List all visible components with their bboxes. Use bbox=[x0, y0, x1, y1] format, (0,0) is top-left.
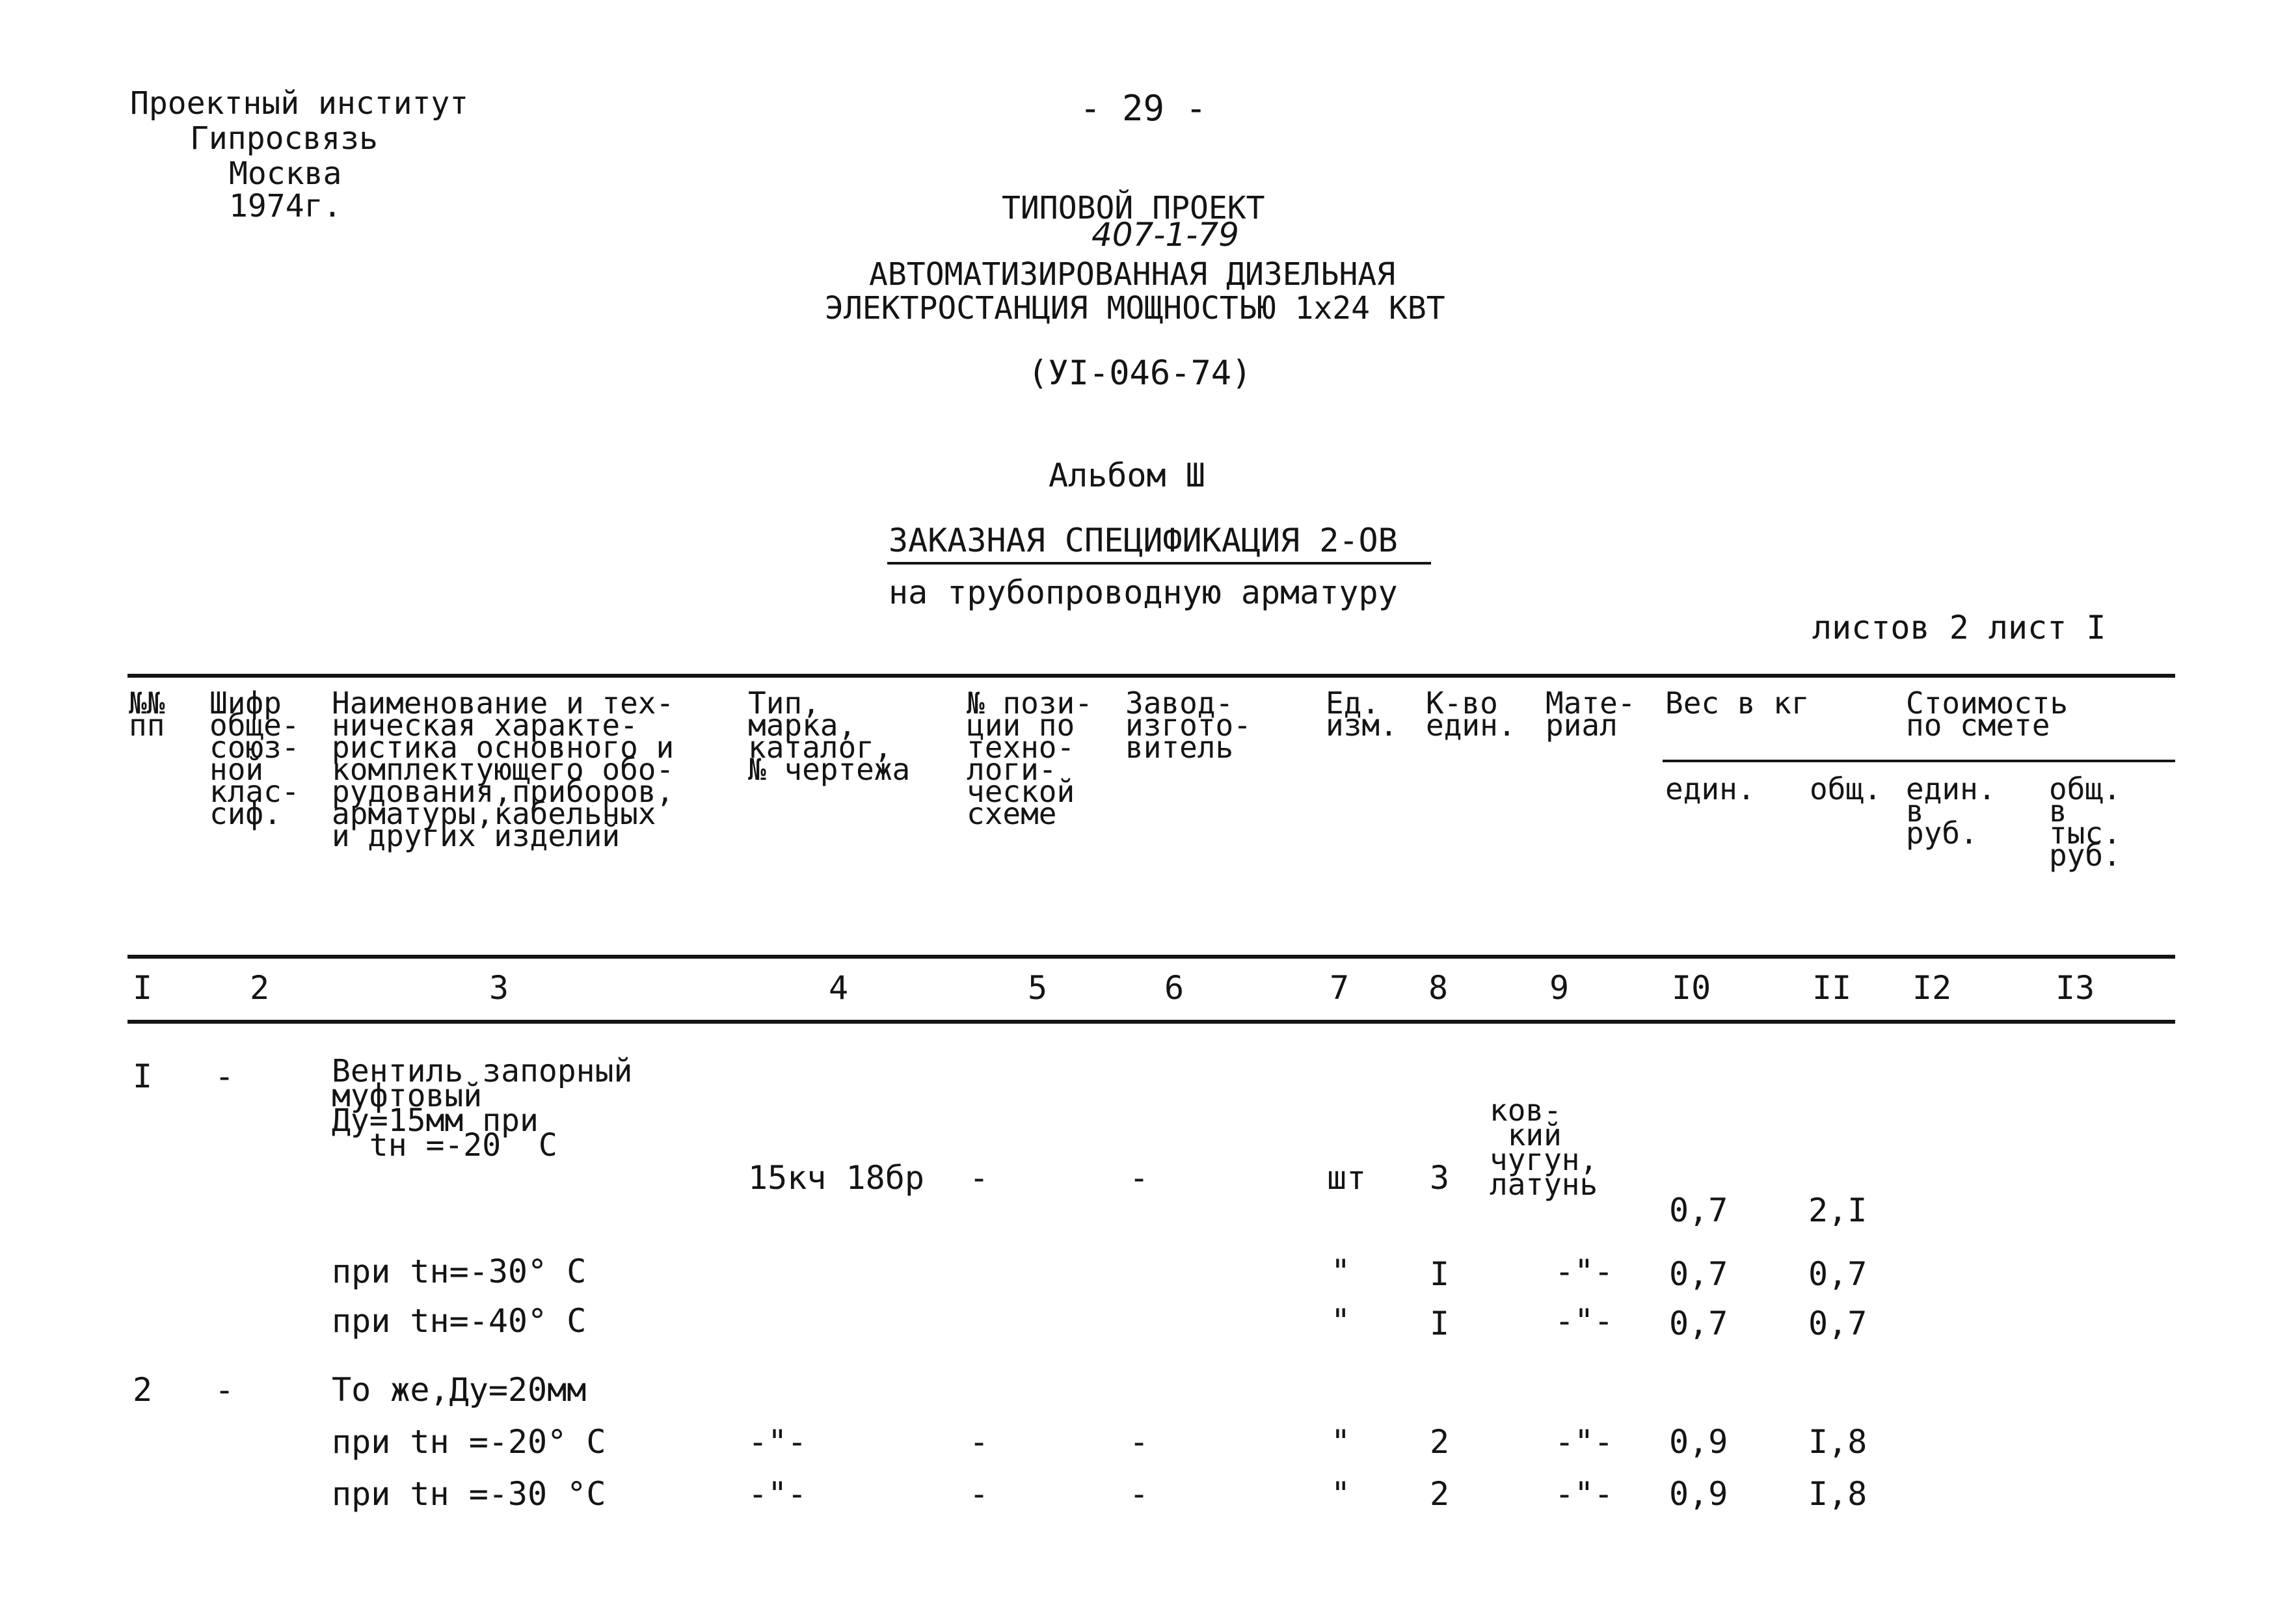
row2a-weight-unit: 0,9 bbox=[1669, 1423, 1728, 1461]
project-code: (УI-046-74) bbox=[1028, 354, 1252, 393]
col-number-12: I2 bbox=[1912, 969, 1952, 1007]
row2b-type: -"- bbox=[748, 1475, 807, 1513]
header-unit: Ед. изм. bbox=[1326, 686, 1398, 743]
spec-subtitle: на трубопроводную арматуру bbox=[889, 574, 1398, 611]
row1b-material: -"- bbox=[1555, 1302, 1614, 1340]
row2b-position: - bbox=[969, 1475, 989, 1513]
row2a-type: -"- bbox=[748, 1423, 807, 1461]
row1a-quantity: I bbox=[1430, 1255, 1450, 1293]
col-number-13: I3 bbox=[2055, 969, 2095, 1007]
row1a-material: -"- bbox=[1555, 1253, 1614, 1290]
project-title-1: АВТОМАТИЗИРОВАННАЯ ДИЗЕЛЬНАЯ bbox=[869, 256, 1396, 293]
col-number-5: 5 bbox=[1028, 969, 1048, 1007]
institute-city: Москва bbox=[229, 155, 342, 192]
institute-name: Проектный институт bbox=[130, 85, 469, 122]
weight-cost-subrule bbox=[1663, 760, 2175, 762]
row2b-name: при tн =-30 °С bbox=[332, 1475, 606, 1513]
row1-code: - bbox=[215, 1058, 235, 1095]
row1-number: I bbox=[133, 1058, 153, 1095]
row2a-manufacturer: - bbox=[1129, 1423, 1149, 1461]
row2a-unit: " bbox=[1331, 1423, 1351, 1461]
header-bottom-rule bbox=[127, 955, 2175, 959]
spec-title: ЗАКАЗНАЯ СПЕЦИФИКАЦИЯ 2-ОВ bbox=[889, 522, 1398, 559]
row1-material: ков- кий чугун, латунь bbox=[1490, 1093, 1598, 1202]
row2b-weight-unit: 0,9 bbox=[1669, 1475, 1728, 1513]
row2b-material: -"- bbox=[1555, 1475, 1614, 1513]
row2a-material: -"- bbox=[1555, 1423, 1614, 1461]
table-top-rule bbox=[127, 674, 2175, 678]
row1-type: 15кч 18бр bbox=[748, 1159, 924, 1197]
row2-code: - bbox=[215, 1371, 235, 1409]
row1b-weight-total: 0,7 bbox=[1808, 1305, 1867, 1342]
header-name: Наименование и тех- ническая характе- ристика основного и комплектующего обо- рудования,приборов, арматуры,кабельных и других изделий bbox=[332, 686, 675, 853]
row2a-position: - bbox=[969, 1423, 989, 1461]
col-number-9: 9 bbox=[1549, 969, 1570, 1007]
row1-name: Вентиль запорный муфтовый Ду=15мм при tн =-20 С bbox=[332, 1053, 633, 1164]
row2b-quantity: 2 bbox=[1430, 1475, 1450, 1513]
row1-manufacturer: - bbox=[1129, 1159, 1149, 1197]
project-number: 407-1-79 bbox=[1091, 216, 1239, 254]
header-weight: Вес в кг bbox=[1665, 686, 1810, 721]
row2b-manufacturer: - bbox=[1129, 1475, 1149, 1513]
col-number-1: I bbox=[133, 969, 153, 1007]
header-classifier-code: Шифр обще- союз- ной клас- сиф. bbox=[209, 686, 300, 831]
col-number-11: II bbox=[1812, 969, 1852, 1007]
header-cost-unit: един. в руб. bbox=[1906, 771, 1996, 851]
row1a-weight-unit: 0,7 bbox=[1669, 1255, 1728, 1293]
row2b-unit: " bbox=[1331, 1475, 1351, 1513]
col-number-7: 7 bbox=[1330, 969, 1350, 1007]
row1a-weight-total: 0,7 bbox=[1808, 1255, 1867, 1293]
row1b-name: при tн=-40° С bbox=[332, 1302, 587, 1340]
row1a-unit: " bbox=[1331, 1253, 1351, 1290]
sheets-info: листов 2 лист I bbox=[1812, 609, 2106, 646]
page-number: - 29 - bbox=[1080, 88, 1207, 129]
row1-unit: шт bbox=[1327, 1159, 1367, 1197]
project-type: ТИПОВОЙ ПРОЕКТ bbox=[1002, 190, 1265, 226]
col-number-2: 2 bbox=[250, 969, 270, 1007]
header-item-number: №№ пп bbox=[129, 686, 165, 743]
row1-quantity: 3 bbox=[1430, 1159, 1450, 1197]
institute-org: Гипросвязь bbox=[190, 120, 378, 157]
header-position: № пози- ции по техно- логи- ческой схеме bbox=[967, 686, 1093, 831]
row2-number: 2 bbox=[133, 1371, 153, 1409]
header-weight-total: общ. bbox=[1810, 771, 1882, 806]
col-number-8: 8 bbox=[1428, 969, 1449, 1007]
row1b-quantity: I bbox=[1430, 1305, 1450, 1342]
col-numbers-rule bbox=[127, 1020, 2175, 1024]
row1-position: - bbox=[969, 1159, 989, 1197]
header-material: Мате- риал bbox=[1546, 686, 1636, 743]
row1b-weight-unit: 0,7 bbox=[1669, 1305, 1728, 1342]
spec-title-underline bbox=[887, 562, 1431, 565]
header-quantity: К-во един. bbox=[1426, 686, 1516, 743]
row2b-weight-total: I,8 bbox=[1808, 1475, 1867, 1513]
row2a-weight-total: I,8 bbox=[1808, 1423, 1867, 1461]
header-type: Тип, марка, каталог, № чертежа bbox=[748, 686, 911, 787]
project-title-2: ЭЛЕКТРОСТАНЦИЯ МОЩНОСТЬЮ 1х24 КВТ bbox=[825, 290, 1445, 326]
col-number-10: I0 bbox=[1672, 969, 1711, 1007]
header-manufacturer: Завод- изгото- витель bbox=[1125, 686, 1252, 765]
row1a-name: при tн=-30° С bbox=[332, 1253, 587, 1290]
institute-year: 1974г. bbox=[229, 188, 342, 224]
row2-name: То же,Ду=20мм bbox=[332, 1371, 587, 1409]
row2a-quantity: 2 bbox=[1430, 1423, 1450, 1461]
header-cost: Стоимость по смете bbox=[1906, 686, 2068, 743]
album-label: Альбом Ш bbox=[1049, 457, 1205, 494]
row1b-unit: " bbox=[1331, 1302, 1351, 1340]
row2a-name: при tн =-20° С bbox=[332, 1423, 606, 1461]
col-number-6: 6 bbox=[1164, 969, 1185, 1007]
row1-weight-unit: 0,7 bbox=[1669, 1191, 1728, 1229]
col-number-4: 4 bbox=[829, 969, 849, 1007]
row1-weight-total: 2,I bbox=[1808, 1191, 1867, 1229]
header-cost-total: общ. в тыс. руб. bbox=[2049, 771, 2121, 873]
header-weight-unit: един. bbox=[1665, 771, 1756, 806]
col-number-3: 3 bbox=[489, 969, 509, 1007]
